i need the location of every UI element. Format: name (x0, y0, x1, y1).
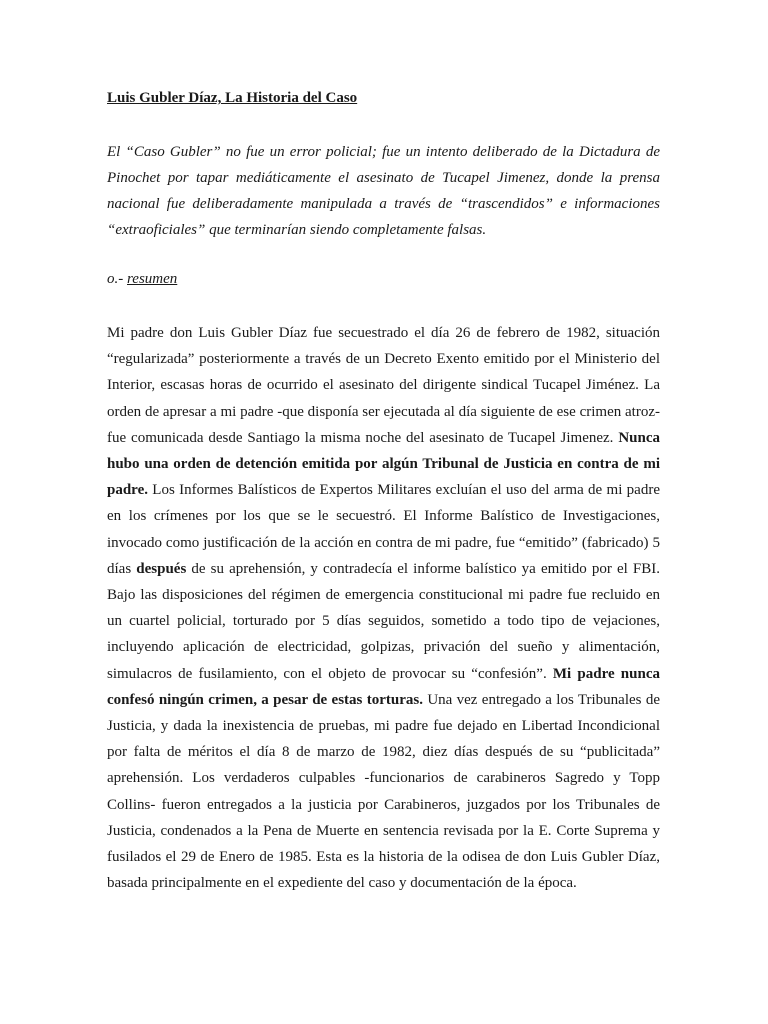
body-text-4: Una vez entregado a los Tribunales de Justicia, y dada la inexistencia de pruebas, mi padre fue dejado en Libertad Incondicional por falta de méritos el día 8 de marzo de 1982, diez días después de su “publicitada” aprehensión. Los verdaderos culpables -funcionarios de carabineros Sagredo y Topp Collins- fueron entregados a la justicia por Carabineros, juzgados por los Tribunales de Justicia, condenados a la Pena de Muerte en sentencia revisada por la E. Corte Suprema y fusilados el 29 de Enero de 1985. Esta es la historia de la odisea de don Luis Gubler Díaz, basada principalmente en el expediente del caso y documentación de la época. (107, 691, 660, 892)
document-title: Luis Gubler Díaz, La Historia del Caso (107, 90, 358, 106)
body-text-2: Los Informes Balísticos de Expertos Militares excluían el uso del arma de mi padre en los crímenes por los que se le secuestró. El Informe Balístico de Investigaciones, invocado como justificación de la acción en contra de mi padre, fue “emitido” (fabricado) 5 días (107, 482, 660, 577)
body-bold-2: después (136, 560, 187, 577)
section-heading (107, 271, 177, 288)
section-title: resumen (127, 271, 178, 287)
body-paragraph (107, 320, 660, 896)
body-bold-3: Mi padre nunca confesó ningún crimen, a pesar de estas torturas. (107, 665, 660, 708)
section-prefix: o.- (107, 271, 127, 287)
body-text-3: de su aprehensión, y contradecía el informe balístico ya emitido por el FBI. Bajo las disposiciones del régimen de emergencia constitucional mi padre fue recluido en un cuartel policial, torturado por 5 días seguidos, sometido a todo tipo de vejaciones, incluyendo aplicación de electricidad, golpizas, privación del sueño y alimentación, simulacros de fusilamiento, con el objeto de provocar su “confesión”. (107, 560, 660, 682)
body-bold-1: Nunca hubo una orden de detención emitida por algún Tribunal de Justicia en contra de mi padre. (107, 429, 660, 499)
intro-paragraph: El “Caso Gubler” no fue un error policial; fue un intento deliberado de la Dictadura de Pinochet por tapar mediáticamente el asesinato de Tucapel Jimenez, donde la prensa nacional fue deliberadamente manipulada a través de “trascendidos” e informaciones “extraoficiales” que terminarían siendo completamente falsas. (107, 144, 660, 238)
body-text-1: Mi padre don Luis Gubler Díaz fue secuestrado el día 26 de febrero de 1982, situación “regularizada” posteriormente a través de un Decreto Exento emitido por el Ministerio del Interior, escasas horas de ocurrido el asesinato del dirigente sindical Tucapel Jiménez. La orden de apresar a mi padre -que disponía ser ejecutada al día siguiente de ese crimen atroz- fue comunicada desde Santiago la misma noche del asesinato de Tucapel Jimenez. (107, 325, 660, 446)
